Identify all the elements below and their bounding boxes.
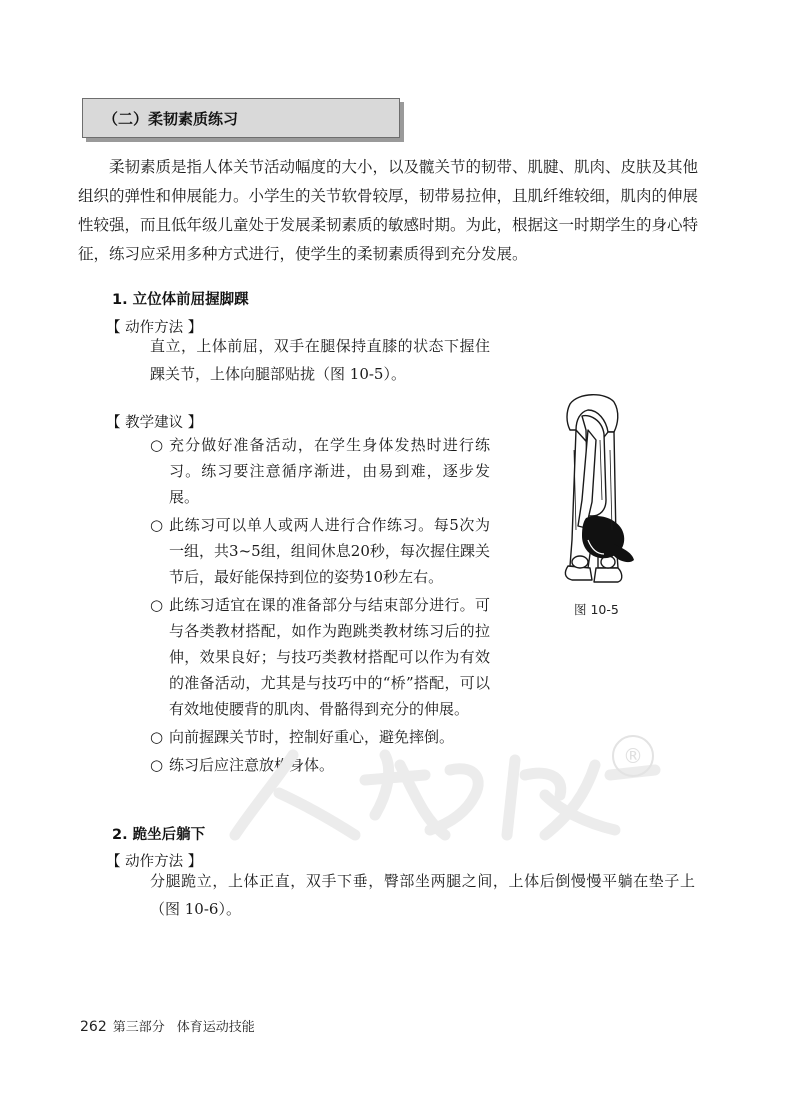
registered-mark: ® <box>612 735 654 777</box>
circle-bullet-icon: ○ <box>150 728 164 746</box>
page-footer <box>80 1016 255 1035</box>
tip-item <box>150 512 490 590</box>
tip-item <box>150 752 490 778</box>
footer-chapter: 体育运动技能 <box>176 1020 255 1035</box>
intro-paragraph: 柔韧素质是指人体关节活动幅度的大小，以及髋关节的韧带、肌腱、肌肉、皮肤及其他组织的弹性和伸展能力。小学生的关节软骨较厚，韧带易拉伸，且肌纤维较细，肌肉的伸展性较强，而且低年级儿童处于发展柔韧素质的敏感时期。为此，根据这一时期学生的身心特征，练习应采用多种方式进行，使学生的柔韧素质得到充分发展。 <box>78 158 699 263</box>
forward-bend-illustration <box>548 390 640 590</box>
exercise-1-title: 1. 立位体前屈握脚踝 <box>112 292 249 308</box>
exercise-1-method-label: 【 动作方法 】 <box>106 320 203 336</box>
tip-text: 此练习可以单人或两人进行合作练习。每5次为一组，共3~5组，组间休息20秒，每次握住踝关节后，最好能保持到位的姿势10秒左右。 <box>169 516 490 586</box>
section-title: （二）柔韧素质练习 <box>103 109 239 128</box>
figure-caption: 图 10-5 <box>574 602 619 617</box>
circle-bullet-icon: ○ <box>150 596 164 614</box>
tip-text: 此练习适宜在课的准备部分与结束部分进行。可与各类教材搭配，如作为跑跳类教材练习后的拉伸，效果良好；与技巧类教材搭配可以作为有效的准备活动，尤其是与技巧中的“桥”搭配，可以有效地使腰背的肌肉、骨骼得到充分的伸展。 <box>169 596 490 718</box>
tip-item <box>150 432 490 510</box>
circle-bullet-icon: ○ <box>150 756 164 774</box>
page-number: 262 <box>80 1019 107 1035</box>
tip-item <box>150 724 490 750</box>
tip-item <box>150 592 490 722</box>
exercise-2-method-label: 【 动作方法 】 <box>106 854 203 870</box>
exercise-1-method-text: 直立，上体前屈，双手在腿保持直膝的状态下握住踝关节，上体向腿部贴拢（图 10-5）。 <box>150 337 490 383</box>
exercise-2-title: 2. 跪坐后躺下 <box>112 827 206 843</box>
tip-text: 充分做好准备活动，在学生身体发热时进行练习。练习要注意循序渐进，由易到难，逐步发展。 <box>169 436 490 506</box>
tip-text: 练习后应注意放松身体。 <box>169 756 335 774</box>
circle-bullet-icon: ○ <box>150 516 164 534</box>
section-heading-box <box>82 98 400 138</box>
exercise-1-advice-label: 【 教学建议 】 <box>106 415 203 431</box>
tip-text: 向前握踝关节时，控制好重心，避免摔倒。 <box>169 728 455 746</box>
footer-part: 第三部分 <box>112 1020 165 1035</box>
circle-bullet-icon: ○ <box>150 436 164 454</box>
exercise-2-method-text: 分腿跪立，上体正直，双手下垂，臀部坐两腿之间，上体后倒慢慢平躺在垫子上（图 10-6）。 <box>150 872 695 918</box>
teaching-tips-list <box>150 432 490 780</box>
